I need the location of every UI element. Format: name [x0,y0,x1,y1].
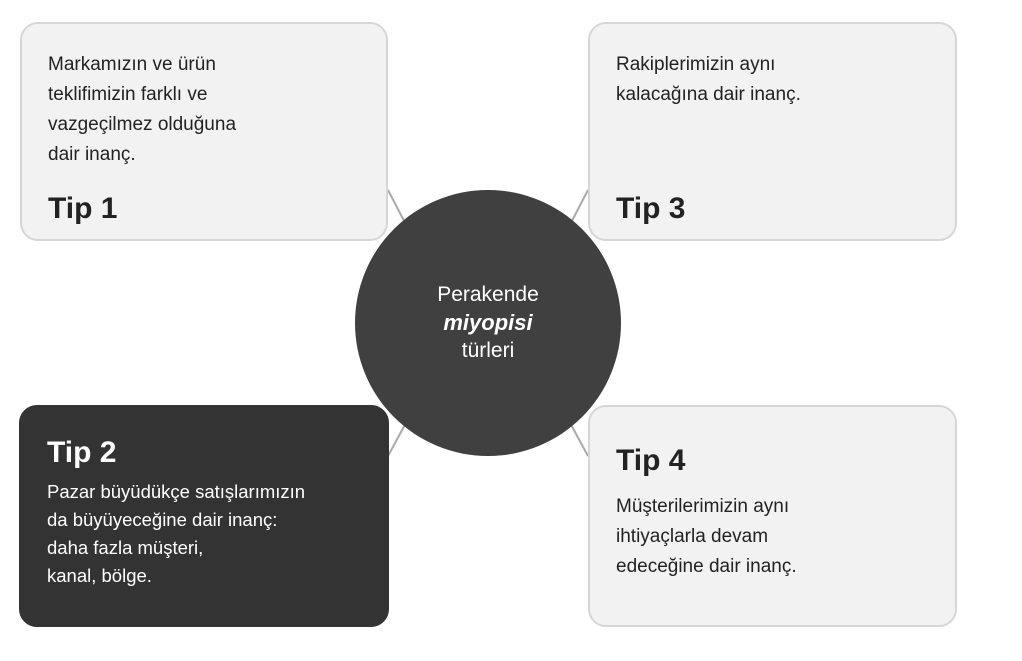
card-tip-4-text: Müşterilerimizin aynı ihtiyaçlarla devam edeceğine dair inanç. [616,496,797,577]
card-tip-1-title: Tip 1 [48,192,118,225]
card-tip-4-title: Tip 4 [616,444,686,477]
center-line-1: Perakende [437,283,539,306]
card-tip-4 [588,405,957,627]
center-line-3: türleri [461,339,515,362]
card-tip-2 [19,405,389,627]
card-tip-1 [20,22,388,241]
center-circle [355,190,621,456]
card-tip-2-title: Tip 2 [47,436,117,469]
card-tip-3-text: Rakiplerimizin aynı kalacağına dair inanç. [616,54,801,105]
card-tip-3-title: Tip 3 [616,192,686,225]
card-tip-3 [588,22,957,241]
center-line-2: miyopisi [443,310,533,335]
card-tip-2-text: Pazar büyüdükçe satışlarımızın da büyüyeceğine dair inanç: daha fazla müşteri, kanal, bölge. [47,481,306,586]
card-tip-1-text: Markamızın ve ürün teklifimizin farklı ve vazgeçilmez olduğuna dair inanç. [48,54,237,165]
